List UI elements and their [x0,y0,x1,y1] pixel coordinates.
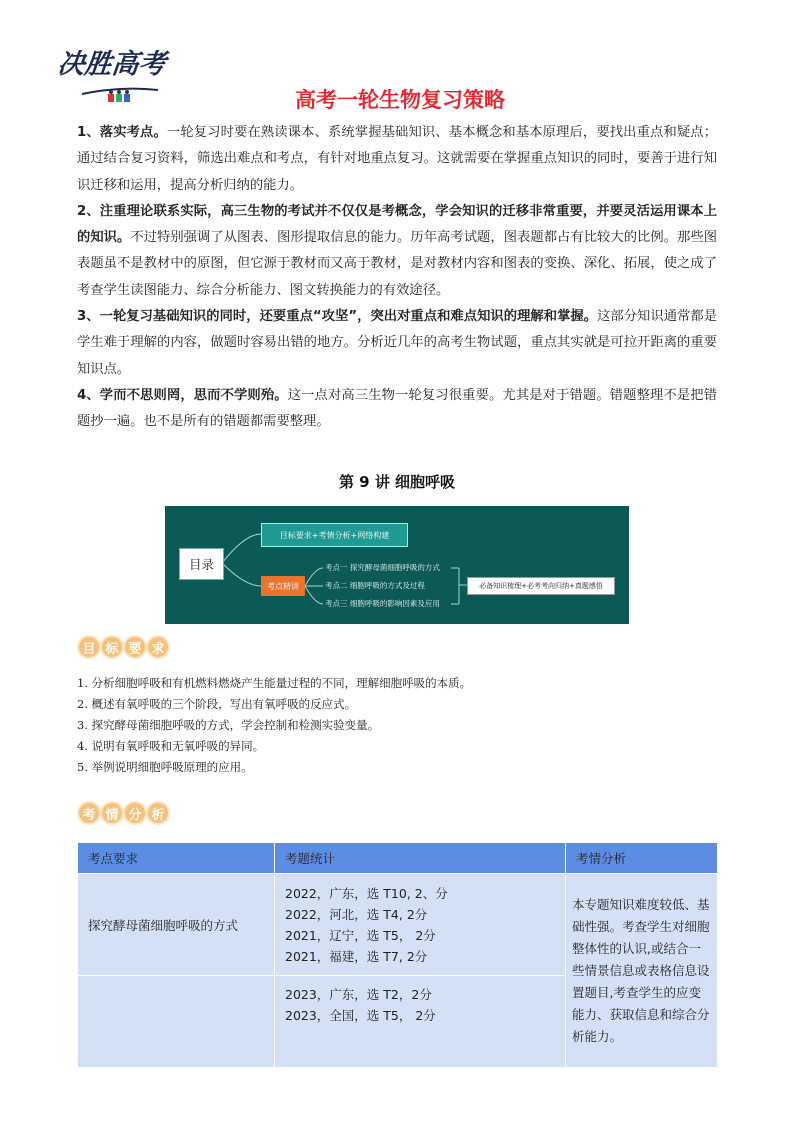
mindmap-item: 考点一 探究酵母菌细胞呼吸的方式 [325,563,440,572]
goal-item: 4. 说明有氧呼吸和无氧呼吸的异同。 [77,739,265,753]
stat-line: 2021，辽宁，选 T5， 2分 [285,927,436,943]
column-header: 考题统计 [275,843,566,874]
intro-lead: 3、一轮复习基础知识的同时，还要重点“攻坚”，突出对重点和难点知识的理解和掌握。 [77,309,598,325]
intro-text [77,120,717,436]
intro-lead: 2、注重理论联系实际，高三生物的考试并不仅仅是考概念，学会知识的迁移非常重要，并要灵活运用课本上的知识。 [77,203,717,246]
mindmap-item: 考点二 细胞呼吸的方式及过程 [325,581,425,590]
stats-cell [275,976,566,1068]
logo-text: 决胜高考 [56,49,168,80]
analysis-cell: 本专题知识难度较低、基础性强。考查学生对细胞整体性的认识,或结合一些情景信息或表格信息设置题目,考查学生的应变能力、获取信息和综合分析能力。 [566,874,718,1068]
topic-cell: 探究酵母菌细胞呼吸的方式 [78,874,275,976]
column-header: 考情分析 [566,843,718,874]
mindmap-root: 目录 [179,548,224,580]
intro-body: 一轮复习时要在熟读课本、系统掌握基础知识、基本概念和基本原理后，要找出重点和疑点；通过结合复习资料，筛选出难点和考点，有针对地重点复习。这就需要在掌握重点知识的同时，要善于进行知识迁移和运用，提高分析归纳的能力。 [77,125,717,193]
exam-heading-char: 考 [79,803,99,823]
goals-heading [79,637,168,657]
intro-lead: 1、落实考点。 [77,125,167,140]
mindmap-branch-points: 考点精讲 [261,576,305,596]
stat-line: 2022，广东，选 T10, 2、分 [285,885,448,901]
main-title: 高考一轮生物复习策略 [295,88,505,112]
exam-table [77,842,718,1068]
exam-heading-char: 情 [102,803,122,823]
stat-line: 2023，全国，选 T5， 2分 [285,1008,436,1023]
topic-cell [78,976,275,1068]
intro-paragraph [77,383,717,436]
mindmap-branch-goals: 目标要求+考情分析+网络构建 [261,523,408,547]
goals-heading-char: 标 [102,637,122,657]
goal-item: 3. 探究酵母菌细胞呼吸的方式，学会控制和检测实验变量。 [77,718,380,732]
exam-analysis-heading [79,803,168,823]
intro-body: 这一点对高三生物一轮复习很重要。尤其是对于错题。错题整理不是把错题抄一遍。也不是所有的错题都需要整理。 [77,387,717,430]
exam-heading-char: 分 [125,803,145,823]
lecture-title: 第 9 讲 细胞呼吸 [338,473,456,491]
goal-item: 2. 概述有氧呼吸的三个阶段，写出有氧呼吸的反应式。 [77,697,357,711]
stats-cell [275,874,566,976]
goals-list [77,673,471,778]
intro-body: 不过特别强调了从图表、图形提取信息的能力。历年高考试题，图表题都占有比较大的比例。那些图表题虽不是教材中的原图，但它源于教材而又高于教材，是对教材内容和图表的变换、深化、拓展，使之成了考查学生读图能力、综合分析能力、图文转换能力的有效途径。 [77,230,718,298]
table-row [78,874,718,976]
intro-body: 这部分知识通常都是学生难于理解的内容，做题时容易出错的地方。分析近几年的高考生物试题，重点其实就是可拉开距离的重要知识点。 [77,309,718,377]
goals-heading-char: 目 [79,637,99,657]
goals-heading-char: 要 [125,637,145,657]
exam-heading-char: 析 [148,803,168,823]
intro-paragraph [77,304,717,383]
intro-lead: 4、学而不思则罔，思而不学则殆。 [77,387,288,403]
mindmap-summary: 必备知识梳理+必考考向归纳+真题感悟 [467,577,615,595]
intro-paragraph [77,199,717,304]
stat-line: 2023，广东，选 T2，2分 [285,987,432,1002]
goals-heading-char: 求 [148,637,168,657]
mindmap-item: 考点三 细胞呼吸的影响因素及应用 [325,599,440,608]
intro-paragraph [77,120,717,199]
goal-item: 1. 分析细胞呼吸和有机燃料燃烧产生能量过程的不同，理解细胞呼吸的本质。 [77,676,472,690]
stat-line: 2021，福建，选 T7, 2分 [285,948,428,964]
goal-item: 5. 举例说明细胞呼吸原理的应用。 [77,760,253,774]
table-header-row [78,843,718,874]
mindmap [165,506,629,624]
stat-line: 2022，河北，选 T4, 2分 [285,906,428,922]
column-header: 考点要求 [78,843,275,874]
